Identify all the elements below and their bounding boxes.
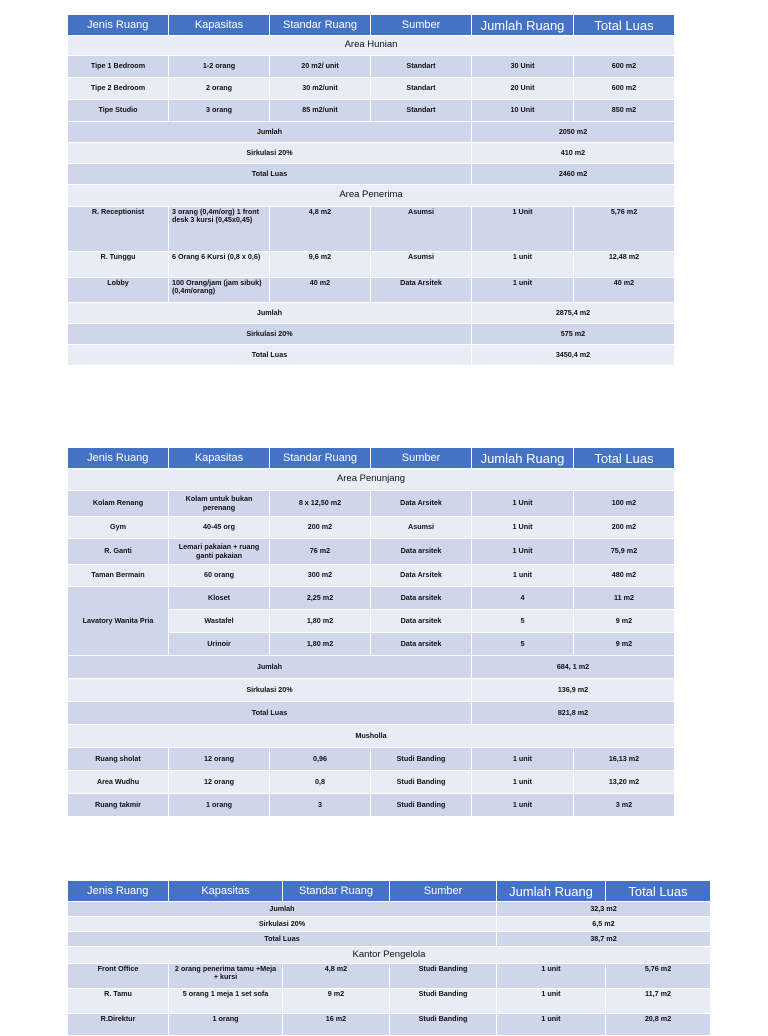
header-jumlah-ruang: Jumlah Ruang — [497, 881, 606, 902]
table-area-penunjang — [67, 448, 675, 817]
cell-total: 5,76 m2 — [574, 207, 675, 252]
cell-sumber: Data arsitek — [371, 587, 472, 610]
cell-jenis: Ruang takmir — [68, 794, 169, 817]
table-row — [68, 278, 675, 303]
summary-value: 821,8 m2 — [472, 702, 675, 725]
cell-kapasitas: 40-45 org — [169, 517, 270, 539]
header-jenis-ruang: Jenis Ruang — [68, 448, 169, 469]
cell-jenis: Lobby — [68, 278, 169, 303]
summary-label: Total Luas — [68, 164, 472, 185]
cell-sumber: Studi Banding — [371, 771, 472, 794]
summary-label: Sirkulasi 20% — [68, 917, 497, 932]
table-row — [68, 565, 675, 587]
cell-jumlah: 1 unit — [472, 252, 574, 278]
table-row — [68, 78, 675, 100]
cell-jumlah: 1 unit — [472, 794, 574, 817]
cell-sumber: Data arsitek — [371, 633, 472, 656]
table-row — [68, 989, 711, 1014]
cell-total: 850 m2 — [574, 100, 675, 122]
cell-kapasitas: 2 orang — [169, 78, 270, 100]
table-row — [68, 491, 675, 517]
summary-value: 136,9 m2 — [472, 679, 675, 702]
cell-jenis: R. Receptionist — [68, 207, 169, 252]
header-kapasitas: Kapasitas — [169, 448, 270, 469]
cell-standar: 9,6 m2 — [270, 252, 371, 278]
summary-row — [68, 932, 711, 947]
cell-total: 5,76 m2 — [606, 964, 711, 989]
header-kapasitas: Kapasitas — [169, 881, 283, 902]
cell-jumlah: 1 Unit — [472, 491, 574, 517]
cell-total: 16,13 m2 — [574, 748, 675, 771]
summary-value: 3450,4 m2 — [472, 345, 675, 366]
cell-jumlah: 1 Unit — [472, 517, 574, 539]
table-row — [68, 771, 675, 794]
header-sumber: Sumber — [371, 15, 472, 36]
cell-standar: 40 m2 — [270, 278, 371, 303]
cell-jenis: R. Tamu — [68, 989, 169, 1014]
cell-total: 600 m2 — [574, 56, 675, 78]
table-row — [68, 539, 675, 565]
cell-standar: 16 m2 — [283, 1014, 390, 1036]
summary-row — [68, 143, 675, 164]
cell-sumber: Studi Banding — [390, 1014, 497, 1036]
cell-jumlah: 1 Unit — [472, 539, 574, 565]
summary-value: 575 m2 — [472, 324, 675, 345]
header-jenis-ruang: Jenis Ruang — [68, 881, 169, 902]
cell-jenis: Tipe 2 Bedroom — [68, 78, 169, 100]
header-row — [68, 15, 675, 36]
table-row — [68, 252, 675, 278]
cell-jumlah: 1 unit — [497, 964, 606, 989]
cell-kapasitas: 12 orang — [169, 748, 270, 771]
table-row — [68, 56, 675, 78]
summary-value: 32,3 m2 — [497, 902, 711, 917]
summary-row — [68, 917, 711, 932]
cell-sumber: Data Arsitek — [371, 278, 472, 303]
cell-standar: 3 — [270, 794, 371, 817]
cell-jenis: R. Ganti — [68, 539, 169, 565]
table-area-hunian — [67, 15, 675, 366]
cell-jenis: R. Tunggu — [68, 252, 169, 278]
summary-label: Sirkulasi 20% — [68, 679, 472, 702]
summary-row — [68, 656, 675, 679]
summary-label: Jumlah — [68, 303, 472, 324]
cell-sumber: Asumsi — [371, 517, 472, 539]
cell-jumlah: 1 unit — [497, 1014, 606, 1036]
cell-standar: 4,8 m2 — [270, 207, 371, 252]
header-standar-ruang: Standar Ruang — [270, 448, 371, 469]
cell-standar: 30 m2/unit — [270, 78, 371, 100]
cell-jenis: Tipe Studio — [68, 100, 169, 122]
header-row — [68, 448, 675, 469]
cell-sumber: Standart — [371, 78, 472, 100]
cell-sumber: Asumsi — [371, 207, 472, 252]
table-row — [68, 1014, 711, 1036]
cell-kapasitas: Wastafel — [169, 610, 270, 633]
header-total-luas: Total Luas — [574, 448, 675, 469]
cell-standar: 9 m2 — [283, 989, 390, 1014]
cell-jumlah: 5 — [472, 610, 574, 633]
cell-standar: 1,80 m2 — [270, 610, 371, 633]
cell-kapasitas: Urinoir — [169, 633, 270, 656]
cell-kapasitas: 3 orang (0,4m/org) 1 front desk 3 kursi (0,45x0,45) — [169, 207, 270, 252]
summary-label: Total Luas — [68, 702, 472, 725]
cell-jumlah: 1 unit — [497, 989, 606, 1014]
summary-label: Jumlah — [68, 122, 472, 143]
summary-row — [68, 303, 675, 324]
cell-jumlah: 4 — [472, 587, 574, 610]
summary-label: Total Luas — [68, 345, 472, 366]
cell-sumber: Studi Banding — [371, 748, 472, 771]
cell-total: 9 m2 — [574, 610, 675, 633]
cell-kapasitas: Kolam untuk bukan perenang — [169, 491, 270, 517]
cell-standar: 2,25 m2 — [270, 587, 371, 610]
header-total-luas: Total Luas — [606, 881, 711, 902]
cell-jumlah: 10 Unit — [472, 100, 574, 122]
cell-kapasitas: 1 orang — [169, 794, 270, 817]
cell-total: 200 m2 — [574, 517, 675, 539]
cell-sumber: Standart — [371, 56, 472, 78]
cell-standar: 1,80 m2 — [270, 633, 371, 656]
cell-jumlah: 1 unit — [472, 771, 574, 794]
section-title: Musholla — [68, 725, 675, 748]
section-row — [68, 947, 711, 964]
table-row — [68, 207, 675, 252]
cell-kapasitas: 100 Orang/jam (jam sibuk) (0,4m/orang) — [169, 278, 270, 303]
cell-sumber: Data arsitek — [371, 539, 472, 565]
section-title: Area Hunian — [68, 36, 675, 56]
summary-value: 684, 1 m2 — [472, 656, 675, 679]
header-jumlah-ruang: Jumlah Ruang — [472, 448, 574, 469]
table-row — [68, 100, 675, 122]
section-title: Area Penunjang — [68, 469, 675, 491]
section-row — [68, 36, 675, 56]
cell-jenis: Ruang sholat — [68, 748, 169, 771]
table-kantor-pengelola — [67, 881, 711, 1036]
summary-value: 2875,4 m2 — [472, 303, 675, 324]
cell-sumber: Studi Banding — [371, 794, 472, 817]
cell-sumber: Asumsi — [371, 252, 472, 278]
cell-kapasitas: 1-2 orang — [169, 56, 270, 78]
cell-total: 600 m2 — [574, 78, 675, 100]
cell-kapasitas: 6 Orang 6 Kursi (0,8 x 0,6) — [169, 252, 270, 278]
summary-value: 38,7 m2 — [497, 932, 711, 947]
section-title: Area Penerima — [68, 185, 675, 207]
cell-kapasitas: Lemari pakaian + ruang ganti pakaian — [169, 539, 270, 565]
cell-jenis: Tipe 1 Bedroom — [68, 56, 169, 78]
cell-jenis: R.Direktur — [68, 1014, 169, 1036]
summary-label: Jumlah — [68, 902, 497, 917]
cell-sumber: Studi Banding — [390, 989, 497, 1014]
cell-total: 40 m2 — [574, 278, 675, 303]
table-row — [68, 587, 675, 610]
cell-kapasitas: Kloset — [169, 587, 270, 610]
cell-total: 100 m2 — [574, 491, 675, 517]
cell-jumlah: 30 Unit — [472, 56, 574, 78]
cell-jenis: Front Office — [68, 964, 169, 989]
cell-sumber: Studi Banding — [390, 964, 497, 989]
cell-standar: 76 m2 — [270, 539, 371, 565]
cell-sumber: Data arsitek — [371, 610, 472, 633]
cell-total: 75,9 m2 — [574, 539, 675, 565]
header-kapasitas: Kapasitas — [169, 15, 270, 36]
cell-sumber: Data Arsitek — [371, 491, 472, 517]
summary-value: 6,5 m2 — [497, 917, 711, 932]
header-jumlah-ruang: Jumlah Ruang — [472, 15, 574, 36]
cell-jenis: Taman Bermain — [68, 565, 169, 587]
cell-standar: 8 x 12,50 m2 — [270, 491, 371, 517]
cell-total: 13,20 m2 — [574, 771, 675, 794]
cell-total: 12,48 m2 — [574, 252, 675, 278]
header-sumber: Sumber — [390, 881, 497, 902]
cell-sumber: Standart — [371, 100, 472, 122]
cell-kapasitas: 1 orang — [169, 1014, 283, 1036]
summary-row — [68, 122, 675, 143]
cell-jumlah: 1 unit — [472, 565, 574, 587]
summary-label: Sirkulasi 20% — [68, 324, 472, 345]
header-standar-ruang: Standar Ruang — [270, 15, 371, 36]
cell-kapasitas: 12 orang — [169, 771, 270, 794]
cell-standar: 0,96 — [270, 748, 371, 771]
cell-jumlah: 5 — [472, 633, 574, 656]
header-total-luas: Total Luas — [574, 15, 675, 36]
cell-sumber: Data Arsitek — [371, 565, 472, 587]
table-row — [68, 517, 675, 539]
summary-row — [68, 902, 711, 917]
cell-total: 3 m2 — [574, 794, 675, 817]
summary-row — [68, 679, 675, 702]
summary-label: Sirkulasi 20% — [68, 143, 472, 164]
header-standar-ruang: Standar Ruang — [283, 881, 390, 902]
cell-lavatory: Lavatory Wanita Pria — [68, 587, 169, 656]
table-row — [68, 964, 711, 989]
cell-kapasitas: 3 orang — [169, 100, 270, 122]
summary-value: 2460 m2 — [472, 164, 675, 185]
section-title: Kantor Pengelola — [68, 947, 711, 964]
summary-row — [68, 702, 675, 725]
cell-kapasitas: 5 orang 1 meja 1 set sofa — [169, 989, 283, 1014]
cell-total: 9 m2 — [574, 633, 675, 656]
cell-jumlah: 20 Unit — [472, 78, 574, 100]
table-row — [68, 794, 675, 817]
header-sumber: Sumber — [371, 448, 472, 469]
cell-jenis: Area Wudhu — [68, 771, 169, 794]
cell-jumlah: 1 Unit — [472, 207, 574, 252]
cell-kapasitas: 2 orang penerima tamu +Meja + kursi — [169, 964, 283, 989]
cell-total: 11 m2 — [574, 587, 675, 610]
cell-standar: 4,8 m2 — [283, 964, 390, 989]
summary-value: 410 m2 — [472, 143, 675, 164]
summary-row — [68, 324, 675, 345]
cell-kapasitas: 60 orang — [169, 565, 270, 587]
cell-standar: 200 m2 — [270, 517, 371, 539]
cell-jenis: Kolam Renang — [68, 491, 169, 517]
header-row — [68, 881, 711, 902]
summary-row — [68, 345, 675, 366]
cell-standar: 0,8 — [270, 771, 371, 794]
cell-jumlah: 1 unit — [472, 278, 574, 303]
summary-row — [68, 164, 675, 185]
cell-standar: 85 m2/unit — [270, 100, 371, 122]
summary-label: Jumlah — [68, 656, 472, 679]
cell-total: 480 m2 — [574, 565, 675, 587]
summary-value: 2050 m2 — [472, 122, 675, 143]
section-row — [68, 469, 675, 491]
section-row — [68, 725, 675, 748]
cell-jenis: Gym — [68, 517, 169, 539]
cell-jumlah: 1 unit — [472, 748, 574, 771]
cell-standar: 20 m2/ unit — [270, 56, 371, 78]
summary-label: Total Luas — [68, 932, 497, 947]
section-row — [68, 185, 675, 207]
cell-standar: 300 m2 — [270, 565, 371, 587]
cell-total: 11,7 m2 — [606, 989, 711, 1014]
table-row — [68, 748, 675, 771]
cell-total: 20,8 m2 — [606, 1014, 711, 1036]
header-jenis-ruang: Jenis Ruang — [68, 15, 169, 36]
